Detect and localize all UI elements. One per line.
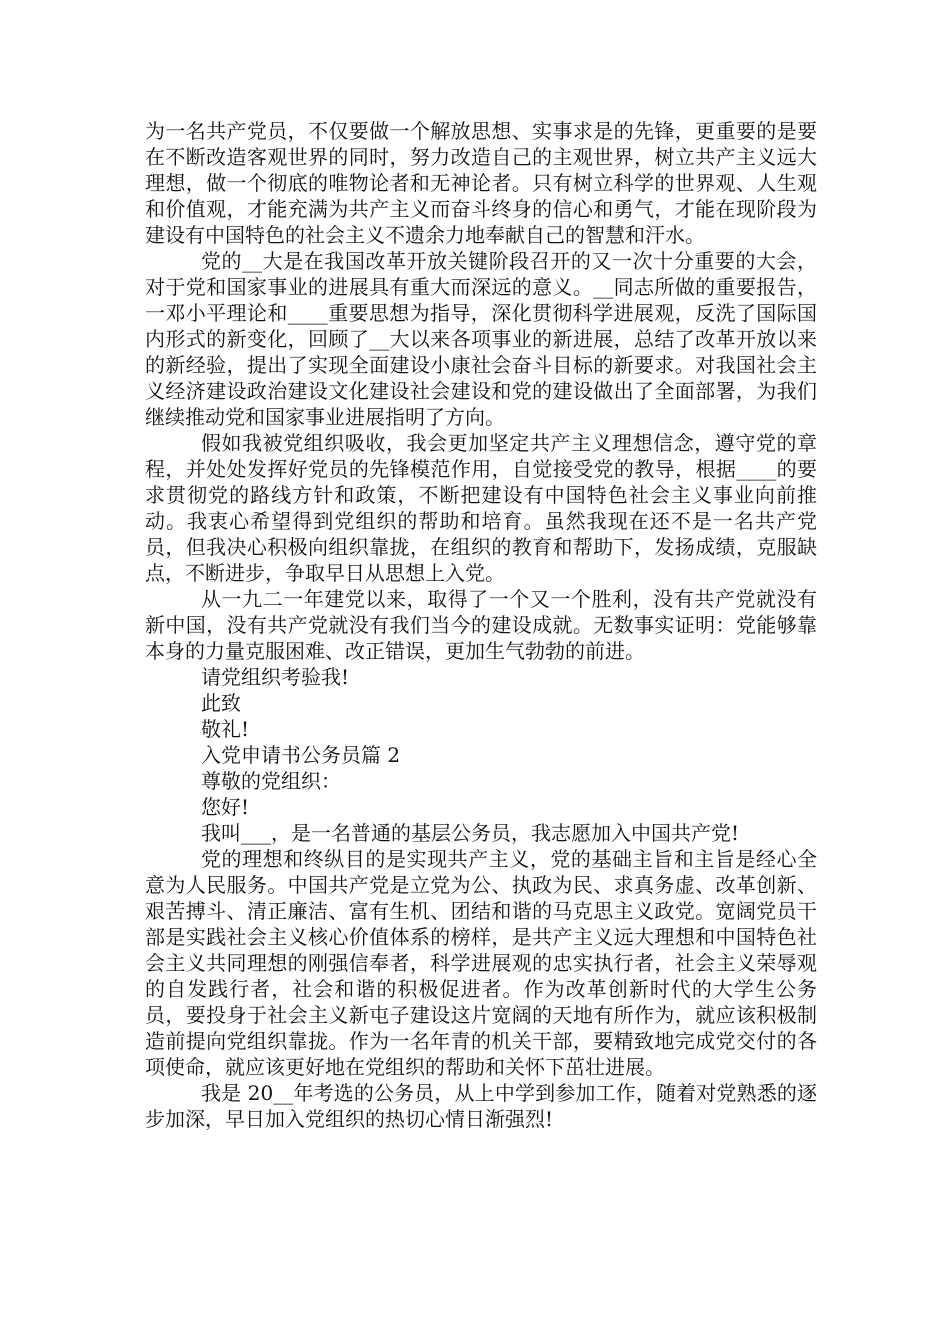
closing-request: 请党组织考验我! [201,665,350,689]
paragraph-continued: 为一名共产党员，不仅要做一个解放思想、实事求是的先锋，更重要的是要在不断改造客观世界的同时，努力改造自己的主观世界，树立共产主义远大理想，做一个彻底的唯物论者和无神论者。只有树立科学的世界观、人生观和价值观，才能充满为共产主义而奋斗终身的信心和勇气，才能在现阶段为建设有中国特色的社会主义不遗余力地奉献自己的智慧和汗水。 [145,119,817,247]
section-title: 入党申请书公务员篇 2 [201,743,401,767]
paragraph-history: 从一九二一年建党以来，取得了一个又一个胜利，没有共产党就没有新中国，没有共产党就没有我们当今的建设成就。无数事实证明：党能够靠本身的力量克服困难、改正错误，更加生气勃勃的前进。 [145,587,817,663]
paragraph-introduction: 我叫___，是一名普通的基层公务员，我志愿加入中国共产党! [201,821,740,845]
document-body [145,118,817,1132]
closing-cizhi: 此致 [201,691,241,715]
paragraph-congress: 党的__大是在我国改革开放关键阶段召开的又一次十分重要的大会，对于党和国家事业的进展具有重大而深远的意义。__同志所做的重要报告，一邓小平理论和____重要思想为指导，深化贯彻科学进展观，反洗了国际国内形式的新变化，回顾了__大以来各项事业的新进展，总结了改革开放以来的新经验，提出了实现全面建设小康社会奋斗目标的新要求。对我国社会主义经济建设政治建设文化建设社会建设和党的建设做出了全面部署，为我们继续推动党和国家事业进展指明了方向。 [145,249,817,429]
paragraph-background: 我是 20__年考选的公务员，从上中学到参加工作，随着对党熟悉的逐步加深，早日加入党组织的热切心情日渐强烈! [145,1081,817,1131]
greeting: 您好! [201,795,250,819]
closing-jingli: 敬礼! [201,717,250,741]
paragraph-commitment: 假如我被党组织吸收，我会更加坚定共产主义理想信念，遵守党的章程，并处处发挥好党员的先锋模范作用，自觉接受党的教导，根据____的要求贯彻党的路线方针和政策，不断把建设有中国特色社会主义事业向前推动。我衷心希望得到党组织的帮助和培育。虽然我现在还不是一名共产党员，但我决心积极向组织靠拢，在组织的教育和帮助下，发扬成绩，克服缺点，不断进步，争取早日从思想上入党。 [145,431,817,585]
salutation: 尊敬的党组织： [201,769,341,793]
paragraph-ideals: 党的理想和终纵目的是实现共产主义，党的基础主旨和主旨是经心全意为人民服务。中国共产党是立党为公、执政为民、求真务虚、改革创新、艰苦搏斗、清正廉洁、富有生机、团结和谐的马克思主义政党。宽阔党员干部是实践社会主义核心价值体系的榜样，是共产主义远大理想和中国特色社会主义共同理想的刚强信奉者，科学进展观的忠实执行者，社会主义荣辱观的自发践行者，社会和谐的积极促进者。作为改革创新时代的大学生公务员，要投身于社会主义新屯子建设这片宽阔的天地有所作为，就应该积极制造前提向党组织靠拢。作为一名年青的机关干部，要精致地完成党交付的各项使命，就应该更好地在党组织的帮助和关怀下茁壮进展。 [145,847,817,1079]
